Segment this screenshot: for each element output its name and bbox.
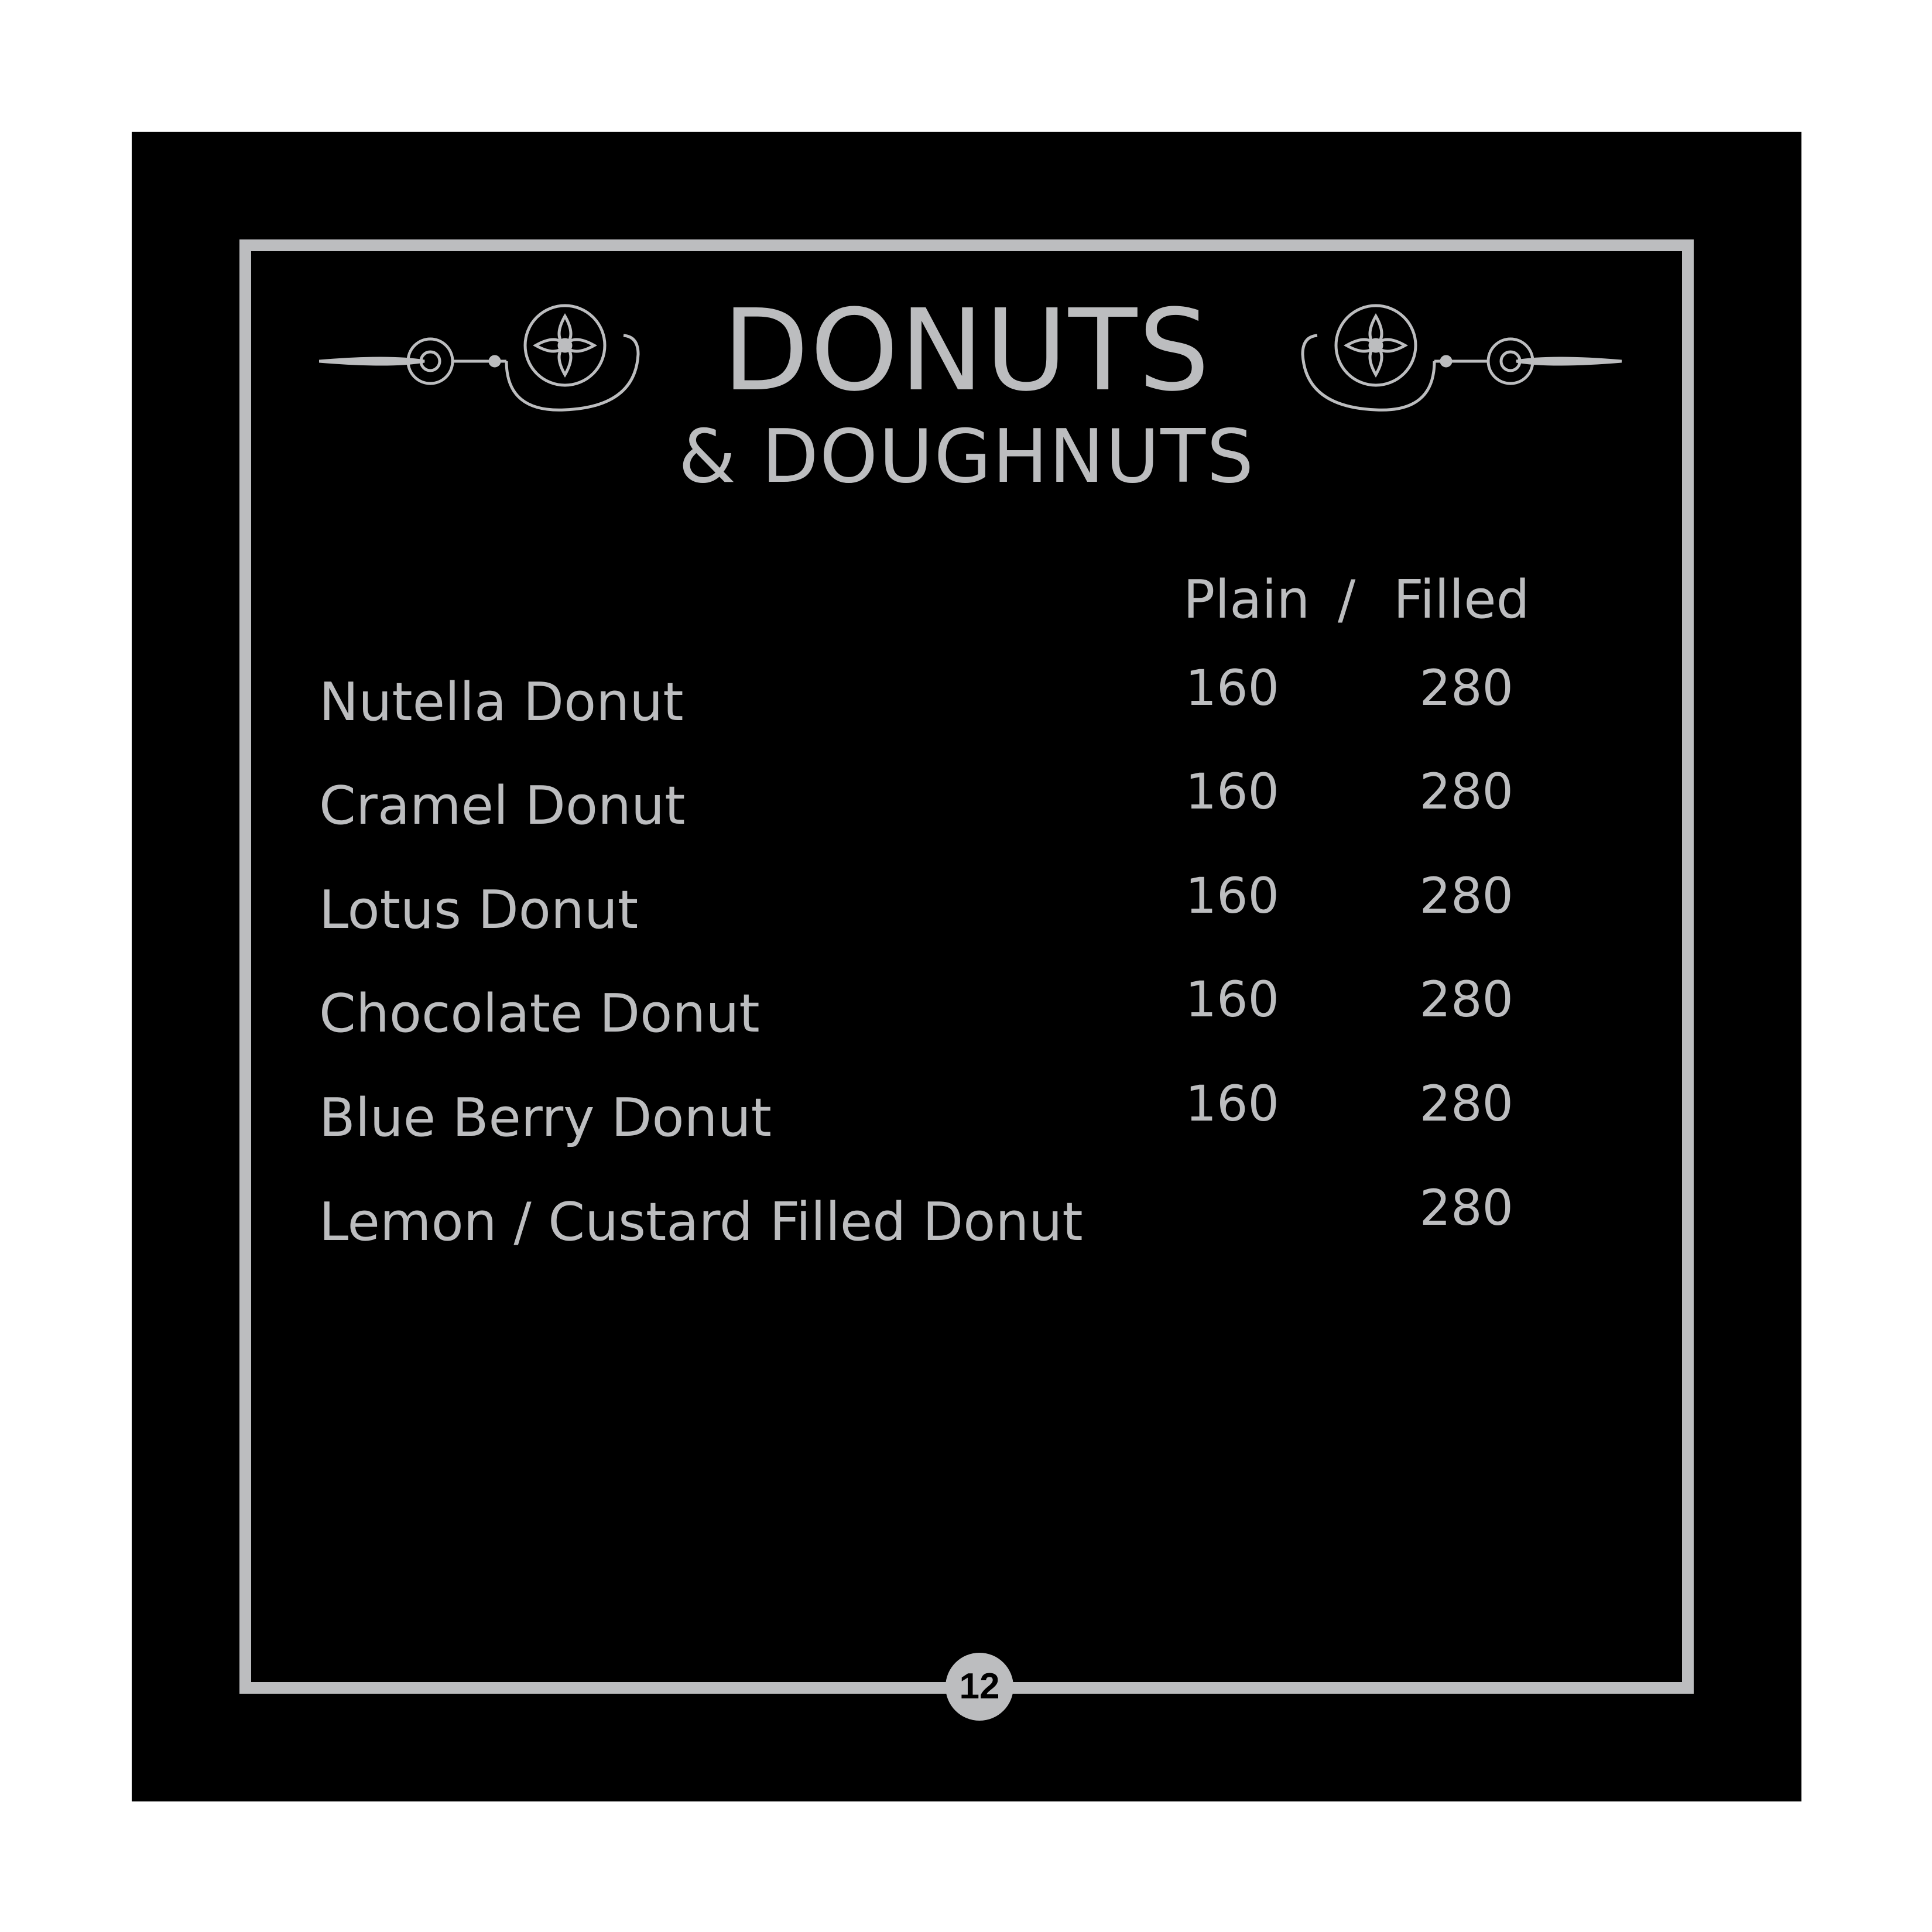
menu-page xyxy=(132,132,1801,1801)
column-header-plain: Plain xyxy=(1183,569,1310,631)
column-header-separator: / xyxy=(1338,569,1356,631)
flourish-ornament-icon xyxy=(1294,290,1622,430)
page-number-badge: 12 xyxy=(946,1653,1013,1721)
price-plain: 160 xyxy=(1185,867,1279,924)
price-filled: 280 xyxy=(1419,763,1513,820)
price-filled: 280 xyxy=(1419,971,1513,1028)
list-item-name: Nutella Donut xyxy=(319,672,684,733)
list-item-name: Chocolate Donut xyxy=(319,983,760,1044)
price-filled: 280 xyxy=(1419,1075,1513,1132)
price-plain: 160 xyxy=(1185,1075,1279,1132)
price-filled: 280 xyxy=(1419,659,1513,717)
price-plain: 160 xyxy=(1185,659,1279,717)
price-plain: 160 xyxy=(1185,971,1279,1028)
list-item-name: Cramel Donut xyxy=(319,775,686,837)
price-plain: 160 xyxy=(1185,763,1279,820)
price-filled: 280 xyxy=(1419,867,1513,924)
price-filled: 280 xyxy=(1419,1179,1513,1236)
list-item-name: Blue Berry Donut xyxy=(319,1087,772,1149)
list-item-name: Lemon / Custard Filled Donut xyxy=(319,1191,1083,1253)
page-subtitle: & DOUGHNUTS xyxy=(678,413,1255,499)
column-header-filled: Filled xyxy=(1393,569,1530,631)
page-title: DONUTS xyxy=(722,286,1211,416)
list-item-name: Lotus Donut xyxy=(319,879,639,941)
